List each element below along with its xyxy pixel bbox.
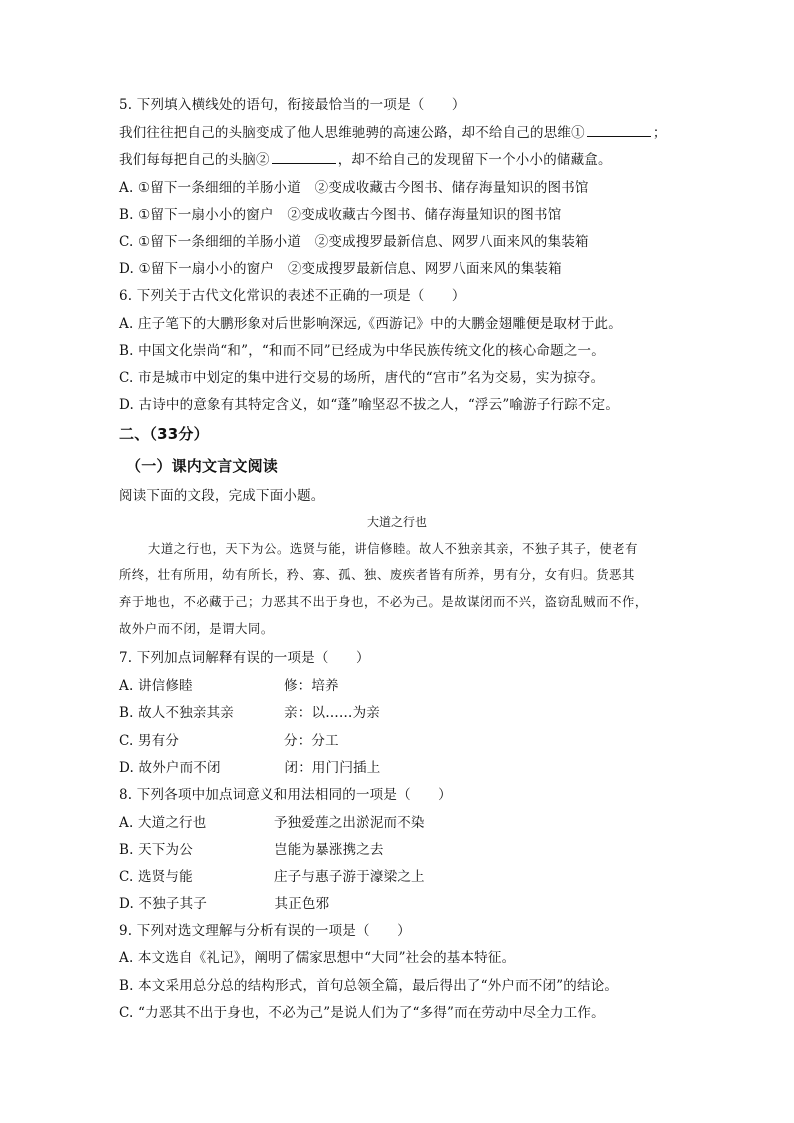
option-letter: C. bbox=[119, 733, 139, 749]
q8-stem: 8. 下列各项中加点词意义和用法相同的一项是（ ） bbox=[119, 787, 452, 803]
q5-sentence-1-text: 我们往往把自己的头脑变成了他人思维驰骋的高速公路，却不给自己的思维① bbox=[119, 125, 585, 141]
option-right-phrase: 予独爱莲之出淤泥而不染 bbox=[273, 815, 425, 831]
q5-sentence-2-text: 我们每每把自己的头脑② bbox=[119, 152, 270, 168]
q6-option-b: B. 中国文化崇尚“和”，“和而不同”已经成为中华民族传统文化的核心命题之一。 bbox=[119, 343, 605, 359]
q9-option-a: A. 本文选自《礼记》，阐明了儒家思想中“大同”社会的基本特征。 bbox=[119, 950, 516, 966]
option-gloss: 闭：用门闩插上 bbox=[284, 760, 381, 776]
option-phrase: 故外户而不闭 bbox=[138, 760, 221, 776]
q8-option-a bbox=[119, 813, 425, 833]
q7-stem: 7. 下列加点词解释有误的一项是（ ） bbox=[119, 650, 370, 666]
q5-stem: 5. 下列填入横线处的语句，衔接最恰当的一项是（ ） bbox=[119, 97, 466, 113]
option-right-phrase: 其正色邪 bbox=[274, 896, 330, 912]
option-letter: A. bbox=[119, 678, 138, 694]
option-letter: B. bbox=[119, 705, 139, 721]
fill-blank-2[interactable] bbox=[272, 150, 336, 164]
q7-option-a bbox=[119, 676, 339, 696]
q8-option-b bbox=[119, 840, 384, 860]
option-letter: C. bbox=[119, 869, 139, 885]
option-letter: B. bbox=[119, 842, 139, 858]
q6-option-c: C. 市是城市中划定的集中进行交易的场所，唐代的“宫市”名为交易，实为掠夺。 bbox=[119, 370, 605, 386]
subsection-heading: （一）课内文言文阅读 bbox=[126, 457, 279, 475]
option-phrase: 讲信修睦 bbox=[137, 678, 193, 694]
q5-option-a: A. ①留下一条细细的羊肠小道 ②变成收藏古今图书、储存海量知识的图书馆 bbox=[119, 180, 589, 196]
option-phrase: 男有分 bbox=[138, 733, 180, 749]
q5-option-b: B. ①留下一扇小小的窗户 ②变成收藏古今图书、储存海量知识的图书馆 bbox=[119, 207, 562, 223]
option-letter: D. bbox=[119, 896, 139, 912]
q9-stem: 9. 下列对选文理解与分析有误的一项是（ ） bbox=[119, 923, 411, 939]
option-phrase: 故人不独亲其亲 bbox=[138, 705, 235, 721]
q5-sentence-line-1 bbox=[119, 123, 667, 143]
q5-sentence-line-2 bbox=[119, 150, 612, 170]
q6-option-a: A. 庄子笔下的大鹏形象对后世影响深远,《西游记》中的大鹏金翅雕便是取材于此。 bbox=[119, 316, 622, 332]
option-gloss: 亲：以……为亲 bbox=[284, 705, 381, 721]
q5-option-d: D. ①留下一扇小小的窗户 ②变成搜罗最新信息、网罗八面来风的集装箱 bbox=[119, 261, 562, 277]
option-right-phrase: 庄子与惠子游于濠梁之上 bbox=[274, 869, 425, 885]
q7-option-c bbox=[119, 731, 339, 751]
q5-sentence-1-end: ； bbox=[652, 125, 667, 141]
option-left-phrase: 不独子其子 bbox=[138, 896, 208, 912]
q8-option-d bbox=[119, 894, 329, 914]
passage-line-4: 故外户而不闭，是谓大同。 bbox=[119, 622, 274, 636]
fill-blank-1[interactable] bbox=[587, 123, 651, 137]
option-right-phrase: 岂能为暴涨携之去 bbox=[274, 842, 384, 858]
passage-line-1: 大道之行也，天下为公。选贤与能，讲信修睦。故人不独亲其亲，不独子其子，使老有 bbox=[148, 542, 639, 556]
option-gloss: 修：培养 bbox=[283, 678, 339, 694]
passage-line-3: 弃于地也，不必藏于己；力恶其不出于身也，不必为己。是故谋闭而不兴，盗窃乱贼而不作， bbox=[119, 595, 648, 609]
q7-option-d bbox=[119, 758, 380, 778]
option-letter: D. bbox=[119, 760, 139, 776]
q7-option-b bbox=[119, 703, 380, 723]
q9-option-b: B. 本文采用总分总的结构形式，首句总领全篇，最后得出了“外户而不闭”的结论。 bbox=[119, 978, 619, 994]
option-gloss: 分：分工 bbox=[284, 733, 339, 749]
option-left-phrase: 选贤与能 bbox=[138, 869, 193, 885]
section-heading: 二、（33分） bbox=[119, 425, 209, 443]
passage-line-2: 所终，壮有所用，幼有所长，矜、寡、孤、独、废疾者皆有所养，男有分，女有归。货恶其 bbox=[119, 568, 635, 582]
q5-option-c: C. ①留下一条细细的羊肠小道 ②变成搜罗最新信息、网罗八面来风的集装箱 bbox=[119, 234, 589, 250]
reading-instruction: 阅读下面的文段，完成下面小题。 bbox=[119, 488, 325, 504]
option-letter: A. bbox=[119, 815, 138, 831]
q8-option-c bbox=[119, 867, 425, 887]
passage-title: 大道之行也 bbox=[366, 515, 427, 529]
q6-stem: 6. 下列关于古代文化常识的表述不正确的一项是（ ） bbox=[119, 288, 466, 304]
q6-option-d: D. 古诗中的意象有其特定含义，如“蓬”喻坚忍不拔之人，“浮云”喻游子行踪不定。 bbox=[119, 397, 620, 413]
q9-option-c: C. “力恶其不出于身也，不必为己”是说人们为了“多得”而在劳动中尽全力工作。 bbox=[119, 1005, 605, 1021]
q5-sentence-2-end: ，却不给自己的发现留下一个小小的储藏盒。 bbox=[337, 152, 612, 168]
option-left-phrase: 大道之行也 bbox=[137, 815, 207, 831]
option-left-phrase: 天下为公 bbox=[138, 842, 193, 858]
